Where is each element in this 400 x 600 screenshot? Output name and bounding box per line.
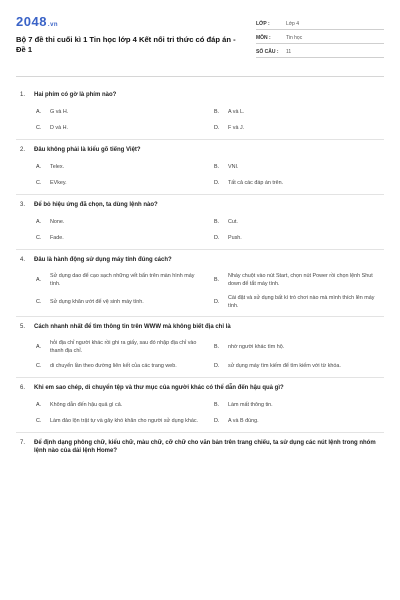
answer-options	[16, 107, 384, 133]
option-letter: C.	[36, 180, 42, 186]
answer-options	[16, 272, 384, 310]
question-item	[16, 140, 384, 195]
header-divider	[16, 76, 384, 77]
option-text: None.	[50, 219, 65, 225]
option-text: Telex.	[50, 164, 65, 170]
option-letter: A.	[36, 219, 42, 225]
question-text: Để bỏ hiệu ứng đã chọn, ta dùng lệnh nào?	[34, 202, 158, 208]
question-header	[16, 256, 384, 264]
meta-row-class	[256, 16, 384, 30]
option-text: Fade.	[50, 235, 64, 241]
option-letter: B.	[214, 344, 220, 350]
answer-option[interactable]	[36, 294, 206, 310]
meta-value: 11	[286, 49, 292, 55]
answer-options	[16, 162, 384, 188]
answer-options	[16, 339, 384, 371]
answer-option[interactable]	[36, 233, 206, 243]
question-number: 7.	[20, 440, 26, 446]
answer-option[interactable]	[36, 339, 206, 355]
answer-option[interactable]	[214, 123, 384, 133]
option-text: Làm mất thông tin.	[228, 402, 273, 408]
answer-option[interactable]	[214, 339, 384, 355]
meta-value: Tin học	[286, 35, 303, 41]
option-text: Nháy chuột vào nút Start, chọn nút Power rồi chọn lệnh Shut down để tắt máy tính.	[228, 273, 373, 287]
question-number: 4.	[20, 257, 26, 263]
option-letter: A.	[36, 109, 42, 115]
option-letter: D.	[214, 180, 220, 186]
question-item	[16, 250, 384, 317]
answer-option[interactable]	[214, 233, 384, 243]
question-item	[16, 378, 384, 433]
question-header	[16, 146, 384, 154]
option-letter: C.	[36, 125, 42, 131]
page-title: Bộ 7 đề thi cuối kì 1 Tin học lớp 4 Kết nối tri thức có đáp án - Đề 1	[16, 35, 236, 54]
answer-option[interactable]	[36, 272, 206, 288]
meta-label: MÔN :	[256, 35, 271, 41]
question-list	[16, 85, 384, 461]
option-letter: B.	[214, 219, 220, 225]
question-item	[16, 317, 384, 378]
option-letter: C.	[36, 363, 42, 369]
question-text: Để định dạng phông chữ, kiểu chữ, màu chữ, cỡ chữ cho văn bản trên trang chiếu, ta sử dụng các nút lệnh trong nhóm lệnh nào của dải lệnh Home?	[34, 440, 376, 454]
option-text: A và B đúng.	[228, 418, 259, 424]
option-letter: D.	[214, 418, 220, 424]
logo-main: 2048	[16, 14, 47, 29]
question-text: Cách nhanh nhất để tìm thông tin trên WWW mà không biết địa chỉ là	[34, 324, 231, 330]
answer-options	[16, 217, 384, 243]
answer-option[interactable]	[36, 123, 206, 133]
option-letter: A.	[36, 402, 42, 408]
question-text: Đâu không phải là kiểu gõ tiếng Việt?	[34, 147, 141, 153]
meta-panel	[256, 16, 384, 72]
answer-option[interactable]	[36, 162, 206, 172]
question-number: 1.	[20, 92, 26, 98]
answer-option[interactable]	[214, 162, 384, 172]
option-text: Không dẫn đến hậu quả gì cả.	[50, 402, 123, 408]
meta-value: Lớp 4	[286, 21, 300, 27]
option-letter: D.	[214, 363, 220, 369]
answer-option[interactable]	[36, 361, 206, 371]
option-letter: A.	[36, 164, 42, 170]
question-number: 2.	[20, 147, 26, 153]
logo-suffix: .vn	[47, 22, 59, 28]
option-text: Sử dụng dao để cạo sạch những vết bẩn trên màn hình máy tính.	[50, 273, 195, 287]
answer-option[interactable]	[36, 107, 206, 117]
option-letter: A.	[36, 344, 42, 350]
question-text: Hai phím có gờ là phím nào?	[34, 92, 117, 98]
header-left	[16, 14, 241, 72]
question-header	[16, 439, 384, 455]
question-item	[16, 85, 384, 140]
question-number: 5.	[20, 324, 26, 330]
answer-option[interactable]	[36, 217, 206, 227]
answer-option[interactable]	[214, 272, 384, 288]
option-text: Sử dụng khăn ướt để vệ sinh máy tính.	[50, 299, 144, 305]
option-letter: B.	[214, 277, 220, 283]
option-text: sử dụng máy tìm kiếm để tìm kiếm với từ khóa.	[228, 363, 341, 369]
option-letter: B.	[214, 109, 220, 115]
answer-option[interactable]	[214, 294, 384, 310]
question-header	[16, 91, 384, 99]
option-text: F và J.	[228, 125, 245, 131]
site-logo[interactable]	[16, 14, 241, 29]
option-letter: C.	[36, 418, 42, 424]
option-text: Tất cả các đáp án trên.	[228, 180, 284, 186]
option-letter: B.	[214, 164, 220, 170]
option-letter: D.	[214, 299, 220, 305]
option-text: VNI.	[228, 164, 239, 170]
option-text: nhờ người khác tìm hộ.	[228, 344, 285, 350]
option-letter: A.	[36, 277, 42, 283]
option-letter: C.	[36, 299, 42, 305]
answer-option[interactable]	[36, 400, 206, 410]
option-text: Cài đặt và sử dụng bất kì trò chơi nào mà mình thích lên máy tính.	[228, 295, 375, 309]
option-text: A và L.	[228, 109, 245, 115]
option-text: Push.	[228, 235, 242, 241]
option-text: EVkey.	[50, 180, 67, 186]
answer-option[interactable]	[214, 361, 384, 371]
option-text: D và H.	[50, 125, 68, 131]
question-number: 3.	[20, 202, 26, 208]
meta-label: LỚP :	[256, 21, 270, 27]
question-text: Khi em sao chép, di chuyển tệp và thư mục của người khác có thể dẫn đến hậu quả gì?	[34, 385, 284, 391]
meta-label: SỐ CÂU :	[256, 49, 279, 55]
option-letter: B.	[214, 402, 220, 408]
answer-options	[16, 400, 384, 426]
header	[16, 14, 384, 72]
option-text: G và H.	[50, 109, 69, 115]
question-header	[16, 201, 384, 209]
answer-option[interactable]	[36, 416, 206, 426]
answer-option[interactable]	[214, 217, 384, 227]
option-letter: D.	[214, 235, 220, 241]
meta-row-subject	[256, 30, 384, 44]
answer-option[interactable]	[214, 400, 384, 410]
meta-row-count	[256, 44, 384, 58]
answer-option[interactable]	[36, 178, 206, 188]
question-header	[16, 323, 384, 331]
answer-option[interactable]	[214, 178, 384, 188]
question-item	[16, 195, 384, 250]
question-header	[16, 384, 384, 392]
answer-option[interactable]	[214, 416, 384, 426]
option-text: Cut.	[228, 219, 238, 225]
question-number: 6.	[20, 385, 26, 391]
question-text: Đâu là hành động sử dụng máy tính đúng cách?	[34, 257, 172, 263]
option-text: Làm đảo lộn trật tự và gây khó khăn cho người sử dụng khác.	[50, 418, 199, 424]
option-letter: C.	[36, 235, 42, 241]
question-item	[16, 433, 384, 461]
option-letter: D.	[214, 125, 220, 131]
option-text: di chuyển lần theo đường liên kết của các trang web.	[50, 363, 177, 369]
option-text: hỏi địa chỉ người khác rồi ghi ra giấy, sau đó nhập địa chỉ vào thanh địa chỉ.	[50, 340, 197, 354]
answer-option[interactable]	[214, 107, 384, 117]
